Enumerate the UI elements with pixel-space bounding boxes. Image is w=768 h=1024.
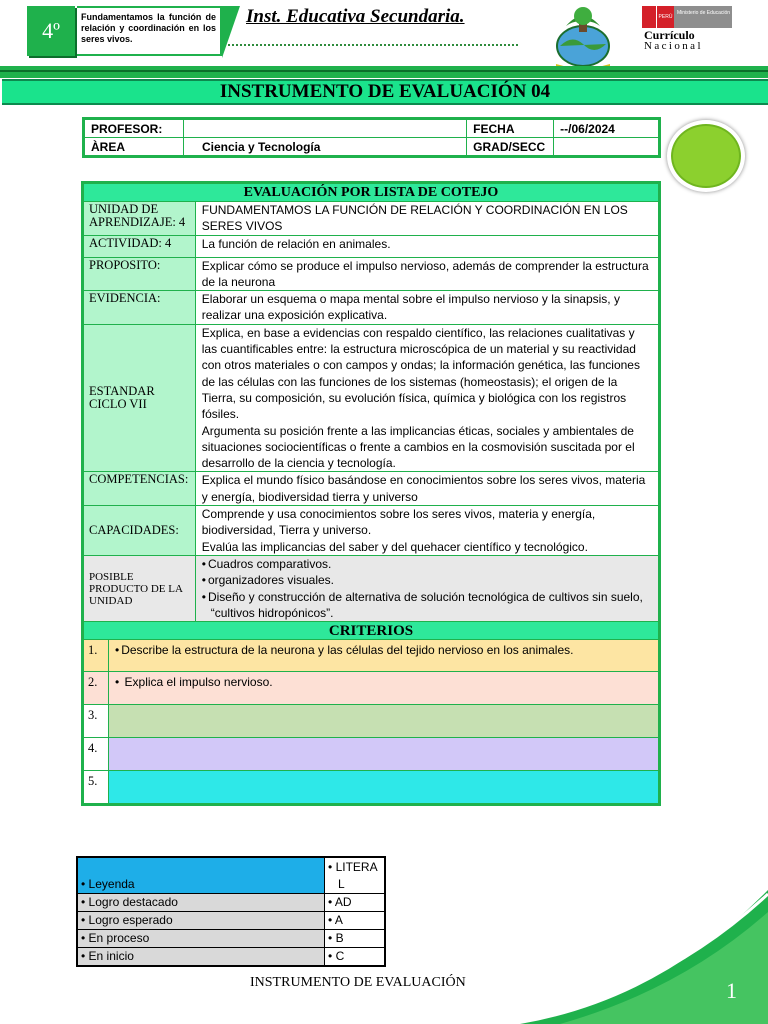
legend-label: • Logro destacado — [78, 894, 325, 912]
curriculo-line2: Nacional — [644, 40, 703, 52]
producto-item: • organizadores visuales. — [202, 572, 652, 588]
decorative-circle — [667, 120, 745, 192]
criterio-text — [109, 705, 659, 738]
school-name: Inst. Educativa Secundaria. — [246, 6, 465, 27]
area-label: ÀREA — [85, 138, 184, 156]
unit-title: Fundamentamos la función de relación y coordinación en los seres vivos. — [81, 12, 216, 44]
peru-label: PERÚ — [656, 6, 674, 28]
legend-row — [78, 894, 385, 912]
criterio-row — [84, 705, 659, 738]
school-globe-logo — [546, 6, 620, 72]
legend-row — [78, 948, 385, 966]
literal-header-1: • LITERA — [328, 860, 378, 874]
criterio-text — [109, 771, 659, 804]
criterio-text: • Describe la estructura de la neurona y las células del tejido nervioso en los animales. — [109, 640, 659, 672]
actividad-value: La función de relación en animales. — [195, 235, 658, 257]
page-number: 1 — [726, 978, 737, 1003]
dotted-line — [228, 44, 518, 46]
curriculo-line1: Currículo — [644, 28, 695, 42]
grade-badge: 4º — [27, 6, 75, 56]
proposito-label: PROPOSITO: — [84, 257, 196, 291]
unidad-value: FUNDAMENTAMOS LA FUNCIÓN DE RELACIÓN Y COORDINACIÓN EN LOS SERES VIVOS — [195, 202, 658, 236]
competencias-label: COMPETENCIAS: — [84, 472, 196, 506]
unidad-label: UNIDAD DE APRENDIZAJE: 4 — [84, 202, 196, 236]
criterio-row — [84, 738, 659, 771]
estandar-text-2: Argumenta su posición frente a las implicancias éticas, sociales y ambientales de situaciones sociocientíficas o frente a cambios en la cosmovisión suscitada por el desarrollo de la ciencia y tecnología. — [201, 423, 635, 471]
header-band-line — [0, 70, 768, 72]
literal-header-2: L — [338, 876, 345, 891]
criterio-text: • Explica el impulso nervioso. — [109, 672, 659, 705]
header-band — [0, 66, 768, 78]
legend-label: • En proceso — [78, 930, 325, 948]
capacidades-label: CAPACIDADES: — [84, 506, 196, 556]
legend-table — [77, 857, 385, 966]
legend-header: • Leyenda — [78, 858, 325, 894]
grad-label: GRAD/SECC — [467, 138, 554, 156]
criterio-row — [84, 640, 659, 672]
legend-code: • C — [325, 948, 385, 966]
criterios-heading: CRITERIOS — [84, 622, 659, 640]
criterio-row — [84, 672, 659, 705]
criterio-number: 1. — [84, 640, 109, 672]
curriculo-nacional-logo — [644, 30, 703, 52]
profesor-field[interactable] — [183, 120, 466, 138]
criterio-number: 3. — [84, 705, 109, 738]
literal-header — [325, 858, 385, 894]
legend-code: • AD — [325, 894, 385, 912]
ministry-label: Ministerio de Educación — [674, 6, 732, 28]
legend-code: • B — [325, 930, 385, 948]
producto-value — [195, 555, 658, 621]
legend-label: • En inicio — [78, 948, 325, 966]
profesor-label: PROFESOR: — [85, 120, 184, 138]
fecha-field[interactable]: --/06/2024 — [554, 120, 659, 138]
evaluation-table — [83, 183, 659, 804]
proposito-value: Explicar cómo se produce el impulso nervioso, además de comprender la estructura de la neurona — [195, 257, 658, 291]
producto-label: POSIBLE PRODUCTO DE LA UNIDAD — [84, 555, 196, 621]
fecha-label: FECHA — [467, 120, 554, 138]
footer-text: INSTRUMENTO DE EVALUACIÓN — [250, 975, 466, 990]
producto-item: • Diseño y construcción de alternativa de solución tecnológica de cultivos sin suelo, “cultivos hidropónicos”. — [202, 589, 652, 622]
area-field[interactable]: Ciencia y Tecnología — [183, 138, 466, 156]
evaluation-heading: EVALUACIÓN POR LISTA DE COTEJO — [84, 184, 659, 202]
unit-title-box — [77, 6, 222, 56]
legend-row — [78, 912, 385, 930]
legend-label: • Logro esperado — [78, 912, 325, 930]
evidencia-label: EVIDENCIA: — [84, 291, 196, 325]
legend-row — [78, 930, 385, 948]
criterio-row — [84, 771, 659, 804]
criterio-text — [109, 738, 659, 771]
producto-item: • Cuadros comparativos. — [202, 556, 652, 572]
criterio-number: 4. — [84, 738, 109, 771]
estandar-label: ESTANDAR CICLO VII — [84, 324, 196, 472]
peru-shield-icon — [642, 6, 656, 28]
actividad-label: ACTIVIDAD: 4 — [84, 235, 196, 257]
info-table — [84, 119, 659, 156]
capacidades-text-1: Comprende y usa conocimientos sobre los seres vivos, materia y energía, biodiversidad, Tierra y universo. — [201, 507, 596, 538]
criterio-number: 5. — [84, 771, 109, 804]
page-title: INSTRUMENTO DE EVALUACIÓN 04 — [2, 79, 768, 105]
criterio-number: 2. — [84, 672, 109, 705]
competencias-value: Explica el mundo físico basándose en conocimientos sobre los seres vivos, materia y energía, biodiversidad tierra y universo — [195, 472, 658, 506]
decorative-wedge — [222, 6, 240, 58]
peru-ministry-logo — [642, 6, 732, 28]
estandar-text-1: Explica, en base a evidencias con respaldo científico, las relaciones cualitativas y las cuantificables entre: la estructura microscópica de un material y su reactividad con otros materiales o con campos y ondas; la información genética, las funciones de las células con las funciones de los sistemas (homeostasis); el origen de la Tierra, su composición, su evolución física, química y biológica con los registros fósiles. — [201, 325, 640, 422]
capacidades-value — [195, 506, 658, 556]
estandar-value — [195, 324, 658, 472]
grad-field[interactable] — [554, 138, 659, 156]
legend-code: • A — [325, 912, 385, 930]
evidencia-value: Elaborar un esquema o mapa mental sobre el impulso nervioso y la sinapsis, y realizar una exposición explicativa. — [195, 291, 658, 325]
capacidades-text-2: Evalúa las implicancias del saber y del quehacer científico y tecnológico. — [201, 539, 588, 554]
